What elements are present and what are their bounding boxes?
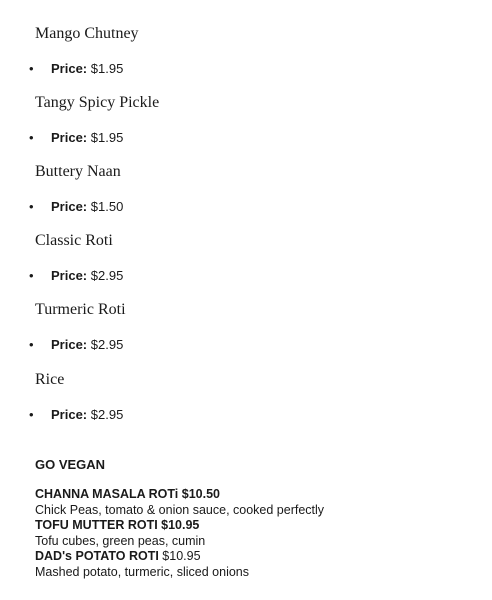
vegan-dish-name: CHANNA MASALA ROTi $10.50 (35, 487, 220, 501)
price-value: $2.95 (90, 407, 124, 422)
price-value: $1.50 (90, 199, 124, 214)
vegan-dish-name-row (35, 549, 324, 565)
menu-item-name: Buttery Naan (35, 163, 121, 180)
bullet-icon: • (29, 268, 34, 283)
price-label: Price: (51, 199, 88, 214)
bullet-icon: • (29, 199, 34, 214)
price-value: $2.95 (90, 268, 124, 283)
vegan-dish-list (35, 487, 324, 580)
bullet-icon: • (29, 407, 34, 422)
price-label: Price: (51, 337, 88, 352)
price-label: Price: (51, 268, 88, 283)
vegan-dish-description: Chick Peas, tomato & onion sauce, cooked perfectly (35, 502, 325, 517)
menu-item-price-row (29, 406, 123, 424)
price-value: $2.95 (90, 337, 124, 352)
menu-item-name: Turmeric Roti (35, 301, 126, 318)
price-label: Price: (51, 407, 88, 422)
menu-item-name: Rice (35, 371, 65, 388)
bullet-icon: • (29, 337, 34, 352)
menu-item-price-row (29, 129, 123, 147)
vegan-dish-description: Tofu cubes, green peas, cumin (35, 533, 206, 548)
vegan-dish-description: Mashed potato, turmeric, sliced onions (35, 564, 249, 579)
vegan-dish-name: DAD's POTATO ROTI (35, 549, 159, 563)
price-label: Price: (51, 130, 88, 145)
vegan-dish-price: $10.95 (158, 549, 201, 563)
bullet-icon: • (29, 61, 34, 76)
menu-item-price-row (29, 336, 123, 354)
menu-item-price-row (29, 60, 123, 78)
bullet-icon: • (29, 130, 34, 145)
menu-item-name: Classic Roti (35, 232, 113, 249)
vegan-dish-name: TOFU MUTTER ROTI $10.95 (35, 518, 200, 532)
menu-item-name: Tangy Spicy Pickle (35, 94, 160, 111)
section-title-go-vegan: GO VEGAN (35, 457, 106, 472)
price-value: $1.95 (90, 130, 124, 145)
menu-item-name: Mango Chutney (35, 25, 139, 42)
menu-item-price-row (29, 267, 123, 285)
price-value: $1.95 (90, 61, 124, 76)
price-label: Price: (51, 61, 88, 76)
menu-item-price-row (29, 198, 123, 216)
